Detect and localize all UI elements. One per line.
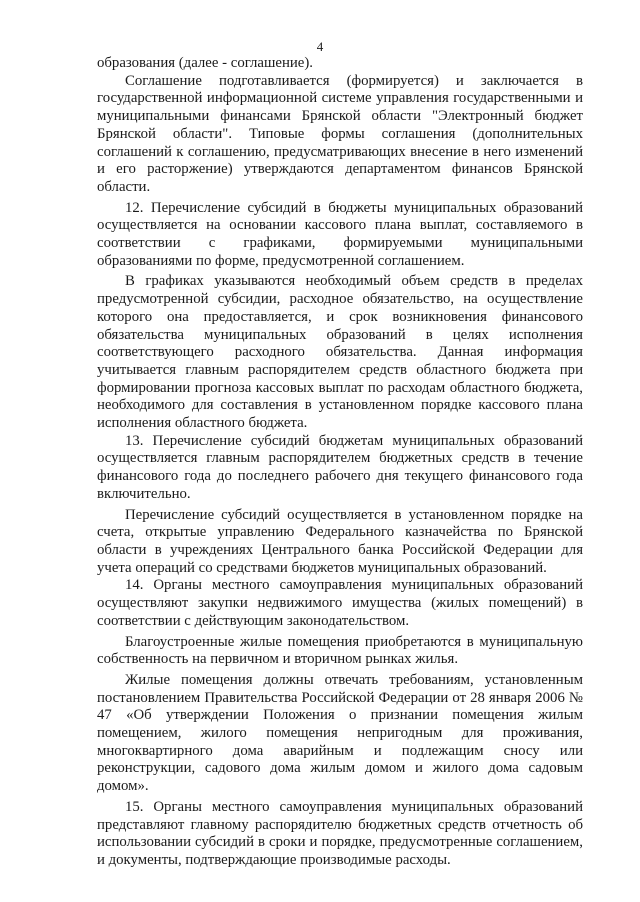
paragraph-clause-12: 12. Перечисление субсидий в бюджеты муниципальных образований осуществляется на основании кассового плана выплат, составляемого в соответствии с графиками, формируемыми муниципальными образованиями по форме, предусмотренной соглашением. [97, 199, 583, 269]
paragraph-continuation: образования (далее - соглашение). [97, 55, 313, 71]
paragraph-agreement: Соглашение подготавливается (формируется) и заключается в государственной информационной системе управления государственными и муниципальными финансами Брянской области "Электронный бюджет Брянской области". Типовые формы соглашения (дополнительных соглашений к соглашению, предусматривающих внесение в него изменений и его расторжение) утверждаются департаментом финансов Брянской области. [97, 72, 583, 195]
paragraph-schedules: В графиках указываются необходимый объем средств в пределах предусмотренной субсидии, расходное обязательство, на осуществление которого она предоставляется, и срок возникновения финансового обязательства муниципальных образований в целях исполнения соответствующего расходного обязательства. Данная информация учитывается главным распорядителем средств областного бюджета при формировании прогноза кассовых выплат по расходам областного бюджета, необходимого для составления в установленном порядке кассового плана исполнения областного бюджета. [97, 273, 583, 432]
paragraph-clause-14: 14. Органы местного самоуправления муниципальных образований осуществляют закупки недвижимого имущества (жилых помещений) в соответствии с действующим законодательством. [97, 577, 583, 629]
page-number: 4 [316, 39, 324, 54]
paragraph-housing-requirements: Жилые помещения должны отвечать требованиям, установленным постановлением Правительства Российской Федерации от 28 января 2006 № 47 «Об утверждении Положения о признании помещения жилым помещением, жилого помещения непригодным для проживания, многоквартирного дома аварийным и подлежащим сносу или реконструкции, садового дома жилым домом и жилого дома садовым домом». [97, 671, 583, 795]
paragraph-clause-13: 13. Перечисление субсидий бюджетам муниципальных образований осуществляется главным распорядителем бюджетных средств в течение финансового года до последнего рабочего дня текущего финансового года включительно. [97, 432, 583, 502]
paragraph-clause-15: 15. Органы местного самоуправления муниципальных образований представляют главному распорядителю бюджетных средств отчетность об использовании субсидий в сроки и порядке, предусмотренные соглашением, и документы, подтверждающие производимые расходы. [97, 798, 583, 868]
paragraph-housing-acquisition: Благоустроенные жилые помещения приобретаются в муниципальную собственность на первичном и вторичном рынках жилья. [97, 633, 583, 668]
document-body [97, 55, 583, 870]
paragraph-transfer-accounts: Перечисление субсидий осуществляется в установленном порядке на счета, открытые управлению Федерального казначейства по Брянской области в учреждениях Центрального банка Российской Федерации для учета операций со средствами бюджетов муниципальных образований. [97, 506, 583, 576]
